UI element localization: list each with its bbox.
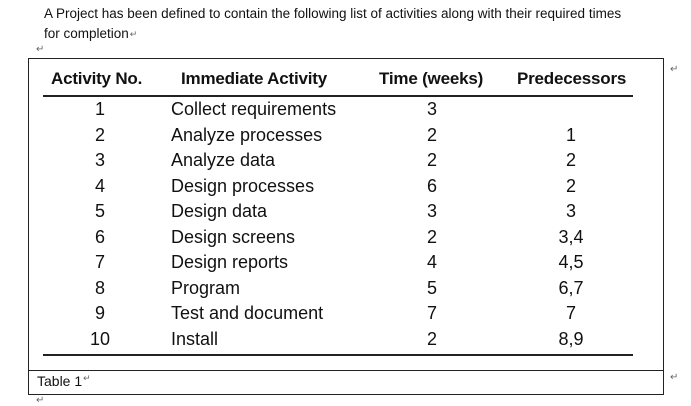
table-row: [29, 278, 663, 304]
intro-line-1: A Project has been defined to contain the following list of activities along with their required times: [44, 6, 622, 21]
header-immediate-activity: Immediate Activity: [181, 69, 327, 88]
predecessor-cell: 1: [565, 124, 576, 145]
intro-paragraph: [44, 4, 664, 44]
activity-no-cell: 5: [94, 201, 105, 221]
return-mark-icon: ↵: [129, 29, 138, 39]
time-cell: 6: [426, 175, 437, 196]
activity-cell: Design screens: [171, 226, 296, 247]
activity-cell: Test and document: [171, 303, 324, 323]
table-top-rule: [43, 95, 633, 97]
table-row: [29, 252, 663, 278]
header-time-weeks: Time (weeks): [379, 69, 484, 88]
time-cell: 2: [426, 150, 437, 170]
activity-cell: Design processes: [171, 175, 315, 196]
activity-cell: Install: [171, 328, 219, 349]
predecessor-cell: 3,4: [558, 226, 584, 247]
activity-no-cell: 8: [94, 277, 105, 298]
time-cell: 4: [426, 252, 437, 272]
time-cell: 5: [426, 277, 437, 298]
header-activity-no: Activity No.: [51, 69, 143, 88]
activity-no-cell: 2: [94, 124, 105, 145]
return-mark-icon: ↵: [670, 64, 679, 75]
intro-line-2-text: for completion: [44, 26, 129, 41]
table-row: [29, 99, 663, 125]
activity-cell: Collect requirements: [171, 99, 337, 119]
table-row: [29, 176, 663, 202]
table-bottom-rule: [43, 354, 633, 356]
caption-text: Table 1: [37, 373, 83, 389]
time-cell: 2: [426, 124, 437, 145]
predecessor-cell: 7: [565, 303, 576, 323]
activity-no-cell: 6: [94, 226, 105, 247]
activity-cell: Design data: [171, 201, 268, 221]
table-row: [29, 150, 663, 176]
activity-no-cell: 3: [94, 150, 105, 170]
predecessor-cell: 4,5: [558, 252, 584, 272]
predecessor-cell: 2: [565, 150, 576, 170]
caption-cell: [28, 370, 664, 395]
table-row: [29, 201, 663, 227]
table-row: [29, 329, 663, 355]
return-mark-icon: ↵: [36, 395, 45, 406]
return-mark-icon: ↵: [670, 372, 679, 383]
predecessor-cell: 8,9: [558, 328, 584, 349]
activity-cell: Analyze data: [171, 150, 276, 170]
activity-no-cell: 1: [94, 99, 105, 119]
activities-table: [28, 58, 664, 371]
time-cell: 3: [426, 201, 437, 221]
table-row: [29, 125, 663, 151]
activity-cell: Program: [171, 277, 241, 298]
activity-no-cell: 4: [94, 175, 105, 196]
activity-cell: Analyze processes: [171, 124, 323, 145]
time-cell: 7: [426, 303, 437, 323]
predecessor-cell: 3: [565, 201, 576, 221]
return-mark-icon: ↵: [83, 373, 91, 383]
predecessor-cell: 6,7: [558, 277, 584, 298]
table-caption: [37, 373, 91, 389]
header-predecessors: Predecessors: [517, 69, 627, 88]
activity-no-cell: 7: [94, 252, 105, 272]
activity-no-cell: 10: [89, 328, 111, 349]
table-row: [29, 303, 663, 329]
return-mark-icon: ↵: [36, 44, 45, 55]
activity-cell: Design reports: [171, 252, 289, 272]
time-cell: 2: [426, 226, 437, 247]
table-row: [29, 227, 663, 253]
predecessor-cell: 2: [565, 175, 576, 196]
activity-no-cell: 9: [94, 303, 105, 323]
time-cell: 3: [426, 99, 437, 119]
time-cell: 2: [426, 328, 437, 349]
intro-line-2: [44, 24, 664, 44]
